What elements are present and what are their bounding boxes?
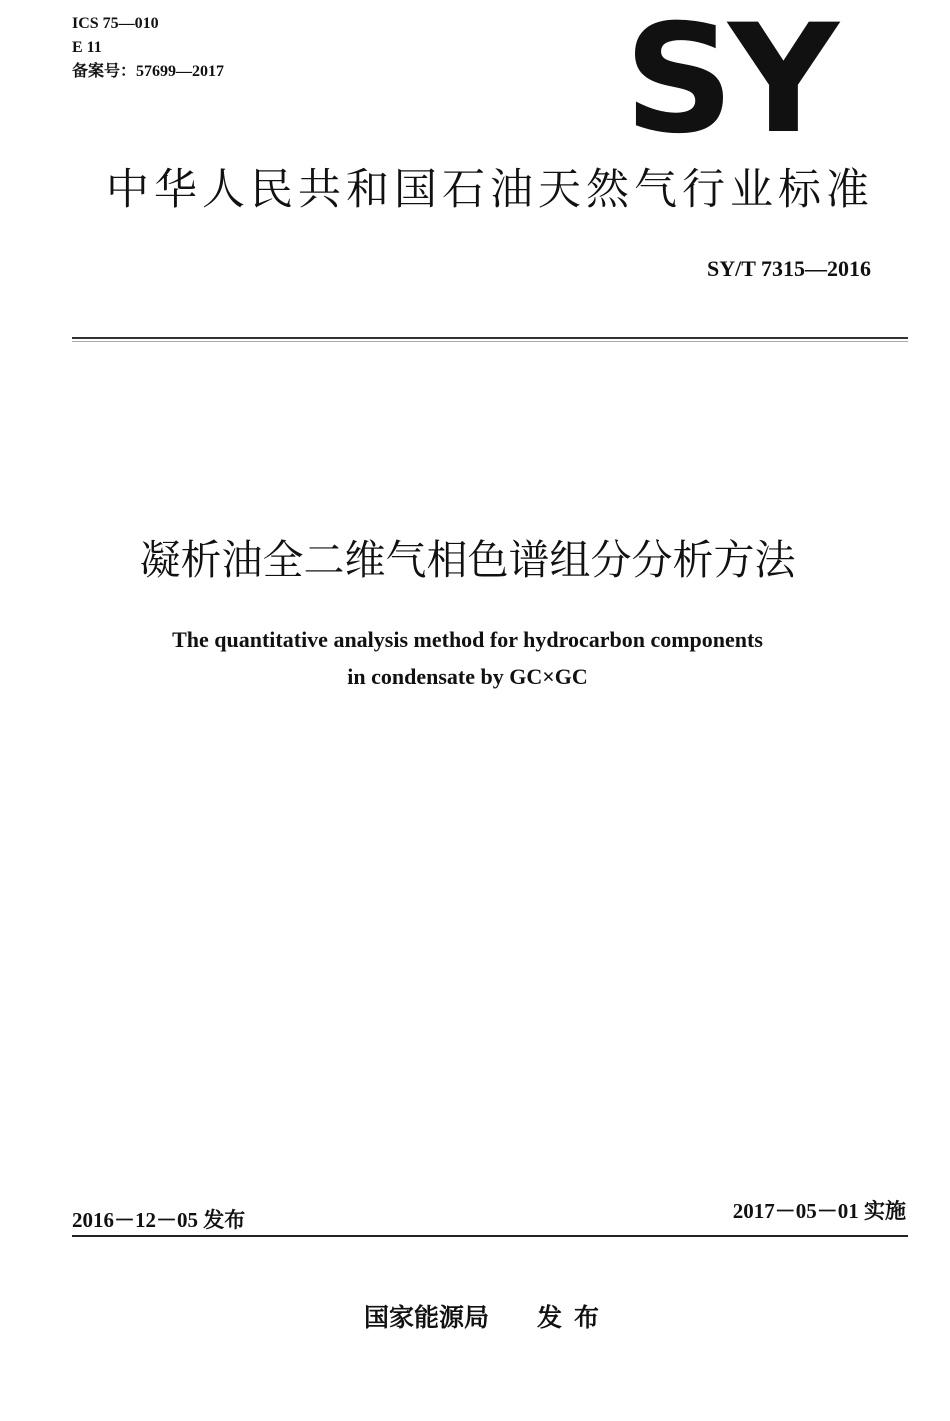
top-divider (72, 337, 908, 339)
publish-word: 发布 (537, 1303, 612, 1332)
bottom-divider (72, 1235, 908, 1237)
implementation-date: 2017－05－01 实施 (732, 1199, 906, 1223)
standard-number: SY/T 7315—2016 (706, 256, 871, 281)
title-english-line-2: in condensate by GC×GC (347, 664, 588, 689)
publisher-name: 国家能源局 (363, 1303, 489, 1332)
issue-date: 2016－12－05 发布 (72, 1208, 246, 1232)
record-number: 备案号：57699—2017 (72, 63, 225, 80)
standard-type-heading: 中华人民共和国石油天然气行业标准 (106, 165, 874, 215)
publisher-line (0, 1298, 950, 1334)
ics-code: ICS 75—010 (72, 15, 159, 32)
top-divider-shadow (72, 341, 908, 342)
ccs-code: E 11 (72, 39, 102, 56)
sy-logo: SY (624, 0, 833, 167)
title-english-line-1: The quantitative analysis method for hydrocarbon components (172, 627, 763, 652)
title-chinese: 凝析油全二维气相色谱组分分析方法 (139, 536, 796, 584)
